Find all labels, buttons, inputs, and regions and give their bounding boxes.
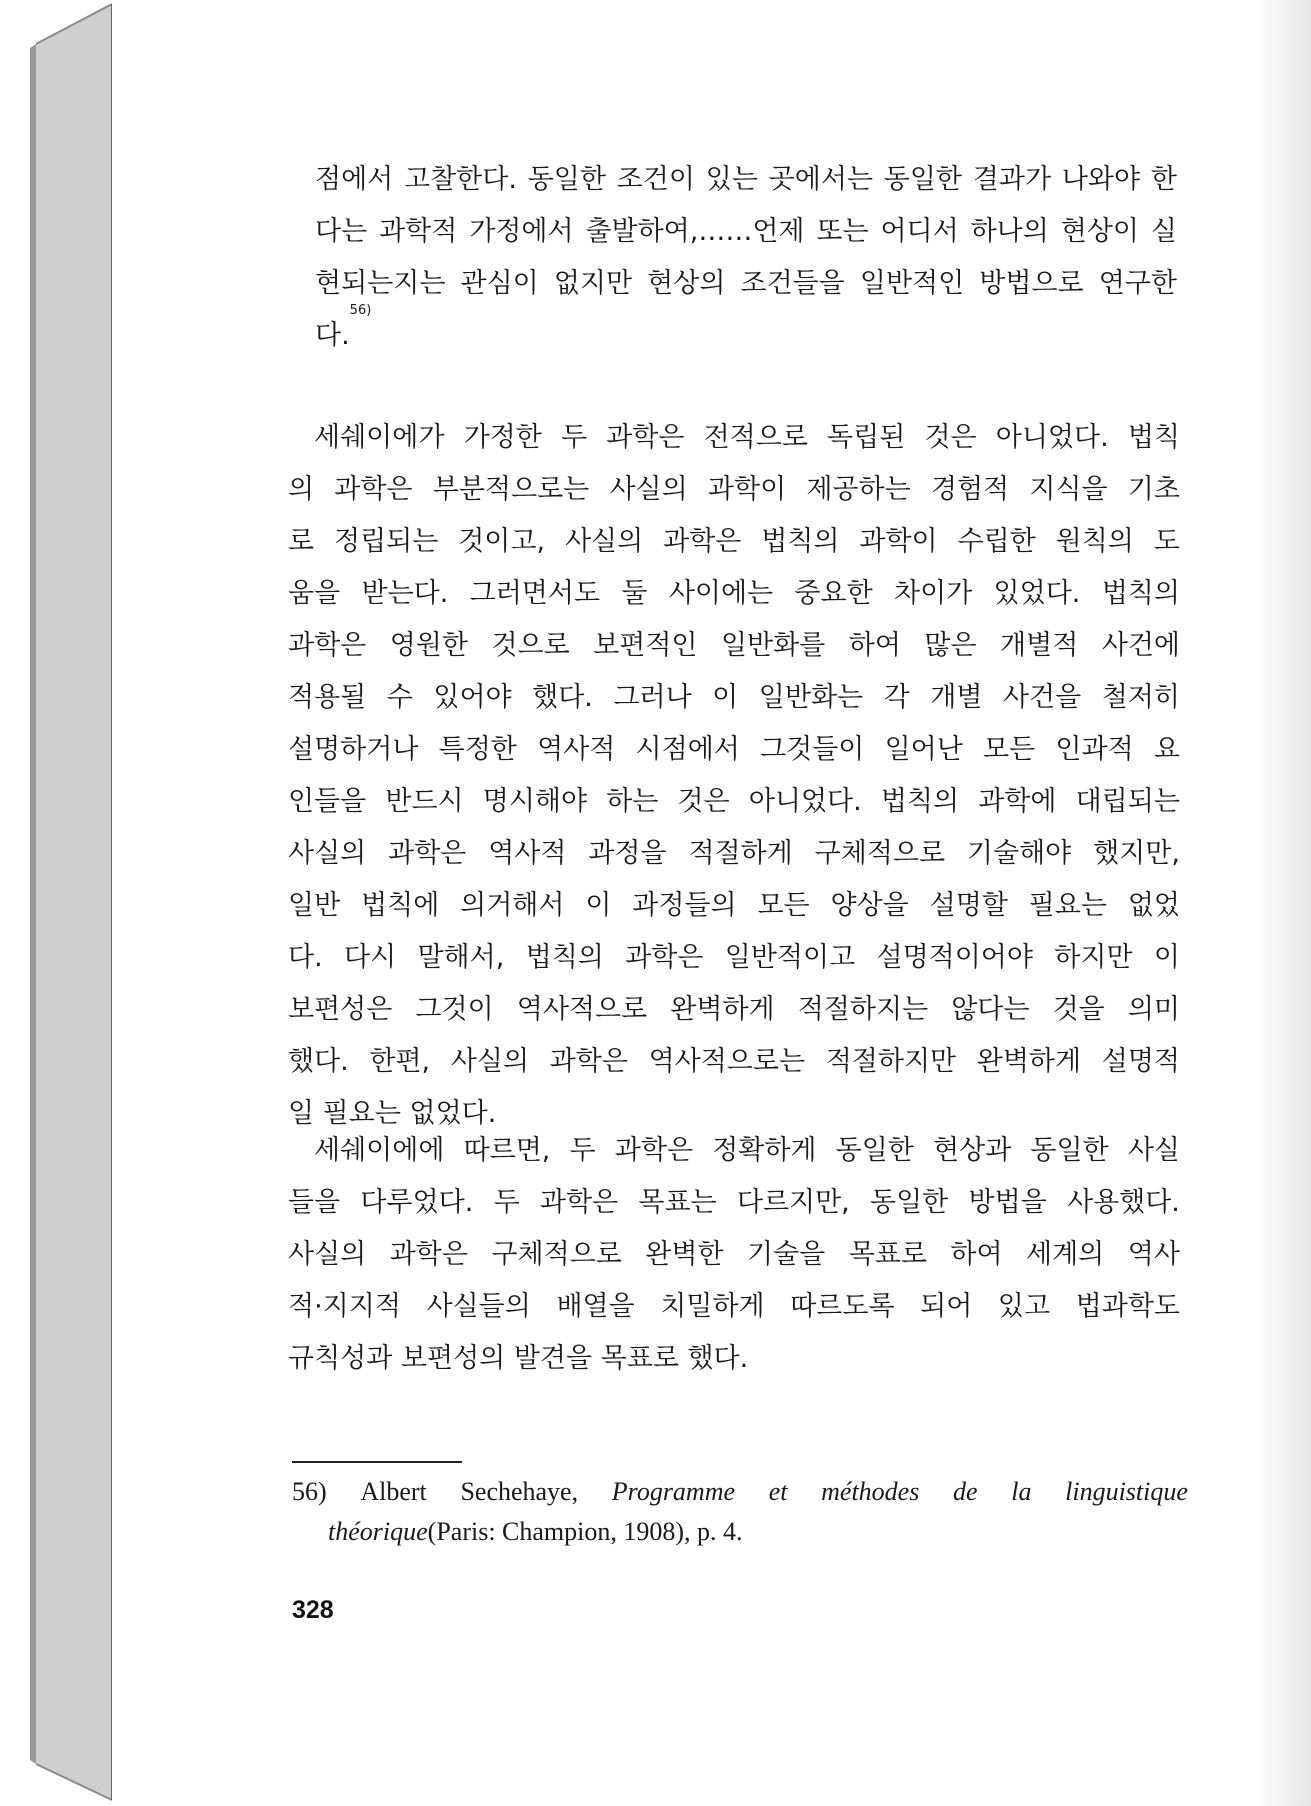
word: 있어야	[433, 682, 512, 713]
word: 했지만,	[1093, 838, 1180, 869]
word: 역사	[1127, 1239, 1180, 1270]
word: 완벽한	[645, 1239, 724, 1270]
word: 동일한	[835, 1135, 914, 1166]
word: 많은	[924, 630, 977, 661]
word: 일반적이고	[724, 942, 856, 973]
word: 고찰한다.	[404, 164, 517, 195]
word: 연구한	[1098, 268, 1177, 299]
word: 법과학도	[1075, 1291, 1180, 1322]
word: 적절하게	[688, 838, 793, 869]
footnote-line-2	[292, 1512, 1188, 1552]
word: 것이고,	[458, 526, 546, 557]
word: 다는	[315, 216, 368, 247]
footnote-author-word: Albert	[360, 1477, 427, 1506]
word: 그것들이	[760, 734, 865, 765]
word: 적용될	[288, 682, 367, 713]
word: 세쉐이에가	[314, 422, 445, 453]
word: 사실의	[450, 1046, 530, 1077]
word: 동일한	[527, 164, 606, 195]
word: 목표는	[638, 1187, 717, 1218]
word: 다르지만,	[736, 1187, 850, 1218]
footnote-title-cont: théorique	[328, 1517, 428, 1546]
paragraph-line	[288, 776, 1180, 828]
word: 과학은	[625, 942, 704, 973]
footnote-line-1	[292, 1472, 1188, 1512]
word: 둘	[621, 578, 648, 609]
footnote-title-word: Programme	[611, 1477, 736, 1506]
word: 현상이	[1060, 216, 1139, 247]
word: 두	[560, 422, 588, 453]
word: 사실의	[564, 526, 644, 557]
word: 목표로	[848, 1239, 927, 1270]
word: 일어난	[884, 734, 963, 765]
word: 인과적	[1055, 734, 1134, 765]
paragraph-line	[288, 464, 1180, 516]
word: 과학이	[859, 526, 938, 557]
word: 과학은	[606, 422, 685, 453]
word: 조건이	[616, 164, 695, 195]
word: 곳에서는	[768, 164, 873, 195]
word: 이	[1153, 942, 1180, 973]
word: 구체적으로	[814, 838, 946, 869]
word: 있었다.	[993, 578, 1081, 609]
word: 반드시	[385, 786, 464, 817]
word: 과학은	[388, 838, 467, 869]
footnote-author-word: Sechehaye,	[460, 1477, 579, 1506]
word: 대립되는	[1075, 786, 1180, 817]
word: 하여	[848, 630, 901, 661]
word: 사용했다.	[1066, 1187, 1180, 1218]
paragraph-last-line: 일 필요는 없었다.	[288, 1098, 497, 1129]
word: 역사적으로는	[648, 1046, 806, 1077]
word: 방법을	[968, 1187, 1047, 1218]
word: 중요한	[794, 578, 873, 609]
word: 설명적이어야	[876, 942, 1033, 973]
word: 세계의	[1026, 1239, 1105, 1270]
paragraph-line	[288, 984, 1180, 1036]
word: 다.	[288, 942, 323, 973]
word: 설명하거나	[288, 734, 419, 765]
word: 받는다.	[361, 578, 449, 609]
footnote-title-word: de	[953, 1477, 978, 1506]
word: 경험적	[930, 474, 1010, 505]
word: 아니었다.	[995, 422, 1109, 453]
word: 사건에	[1101, 630, 1180, 661]
page-number: 328	[292, 1596, 334, 1624]
word: 법칙에	[361, 890, 440, 921]
word: 하여	[950, 1239, 1003, 1270]
word: 과정을	[588, 838, 667, 869]
word: 보편적인	[593, 630, 698, 661]
word: 명시해야	[482, 786, 588, 817]
word: 부분적으로는	[432, 474, 590, 505]
word: 의거해서	[460, 890, 565, 921]
word: 그러나	[613, 682, 692, 713]
footnote	[292, 1472, 1188, 1552]
word: 일반	[288, 890, 341, 921]
word: 출발하여,……언제	[585, 216, 805, 247]
word: 각	[883, 682, 910, 713]
paragraph-last-line: 규칙성과 보편성의 발견을 목표로 했다.	[288, 1343, 749, 1374]
word: 사건을	[1002, 682, 1082, 713]
word: 역사적으로	[516, 994, 648, 1025]
word: 과학은	[549, 1046, 628, 1077]
word: 사실의	[288, 1239, 367, 1270]
word: 원칙의	[1055, 526, 1134, 557]
footnote-title-word: méthodes	[821, 1477, 920, 1506]
word: 일반적인	[859, 268, 965, 299]
word: 법칙의	[761, 526, 840, 557]
word: 사이에는	[668, 578, 774, 609]
footnote-publication: (Paris: Champion, 1908), p. 4.	[427, 1517, 743, 1546]
word: 조건들을	[740, 268, 845, 299]
footnote-title-word: linguistique	[1065, 1477, 1188, 1506]
word: 한	[1150, 164, 1177, 195]
word: 설명할	[929, 890, 1008, 921]
word: 독립된	[827, 422, 906, 453]
word: 개별적	[1000, 630, 1079, 661]
paragraph-line	[288, 672, 1180, 724]
paragraph-line	[288, 828, 1180, 880]
word: 두	[493, 1187, 520, 1218]
paragraph-line	[288, 880, 1180, 932]
word: 실	[1150, 216, 1177, 247]
word: 점에서	[315, 164, 394, 195]
word: 역사적	[537, 734, 616, 765]
word: 세쉐이에에	[314, 1135, 445, 1166]
word: 아니었다.	[748, 786, 862, 817]
word: 기술해야	[966, 838, 1072, 869]
word: 정립되는	[333, 526, 439, 557]
word: 적절하지만	[825, 1046, 957, 1077]
word: 보편성은	[288, 994, 393, 1025]
word: 그러면서도	[469, 578, 601, 609]
paragraph-line	[288, 1125, 1180, 1177]
word: 사실의	[609, 474, 688, 505]
quote-line	[315, 258, 1177, 310]
word: 없지만	[553, 268, 633, 299]
word: 다시	[343, 942, 397, 973]
word: 일반화를	[720, 630, 826, 661]
word: 제공하는	[806, 474, 911, 505]
word: 결과가	[972, 164, 1052, 195]
word: 것은	[924, 422, 977, 453]
word: 과정들의	[632, 890, 737, 921]
word: 모든	[757, 890, 810, 921]
word: 인들을	[288, 786, 367, 817]
word: 따르도록	[790, 1291, 895, 1322]
word: 말해서,	[417, 942, 505, 973]
word: 설명적	[1101, 1046, 1180, 1077]
paragraph-line	[288, 724, 1180, 776]
block-quote	[315, 154, 1177, 362]
word: 수	[386, 682, 413, 713]
word: 의	[288, 474, 315, 505]
word: 치밀하게	[660, 1291, 765, 1322]
word: 차이가	[893, 578, 973, 609]
word: 또는	[816, 216, 869, 247]
page-edge-shadow	[1255, 0, 1311, 1806]
word: 사실들의	[426, 1291, 531, 1322]
footnote-reference: 56)	[349, 303, 372, 318]
paragraph-2	[288, 1125, 1180, 1385]
word: 않다는	[951, 994, 1030, 1025]
word: 했다.	[532, 682, 593, 713]
quote-line	[315, 154, 1177, 206]
word: 나와야	[1061, 164, 1141, 195]
word: 정확하게	[712, 1135, 817, 1166]
word: 과학은	[288, 630, 367, 661]
word: 과학은	[614, 1135, 694, 1166]
paragraph-line	[288, 932, 1180, 984]
word: 배열을	[556, 1291, 635, 1322]
word: 다루었다.	[360, 1187, 474, 1218]
quote-line	[315, 206, 1177, 258]
word: 개별	[930, 682, 983, 713]
word: 양상을	[830, 890, 909, 921]
paragraph-line	[288, 516, 1180, 568]
word: 법칙의	[525, 942, 604, 973]
word: 현상의	[647, 268, 726, 299]
word: 과학은	[389, 1239, 468, 1270]
word: 사실의	[288, 838, 367, 869]
word: 가정한	[463, 422, 542, 453]
word: 필요는	[1028, 890, 1107, 921]
word: 있고	[997, 1291, 1051, 1322]
word: 그것이	[415, 994, 494, 1025]
word: 움을	[288, 578, 341, 609]
word: 따르면,	[463, 1135, 551, 1166]
word: 과학은	[539, 1187, 619, 1218]
word: 과학은	[663, 526, 742, 557]
word: 방법으로	[979, 268, 1084, 299]
word: 없었	[1127, 890, 1180, 921]
word: 과학에	[978, 786, 1057, 817]
paragraph-1	[288, 412, 1180, 1140]
word: 것은	[677, 786, 730, 817]
paragraph-line	[288, 1281, 1180, 1333]
word: 가정에서	[469, 216, 574, 247]
word: 철저히	[1101, 682, 1180, 713]
word: 관심이	[460, 268, 539, 299]
word: 수립한	[957, 526, 1036, 557]
word: 과학은	[334, 474, 413, 505]
word: 하지만	[1054, 942, 1133, 973]
word: 어디서	[880, 216, 959, 247]
word: 모든	[983, 734, 1036, 765]
word: 완벽하게	[670, 994, 775, 1025]
word: 시점에서	[635, 734, 740, 765]
word: 법칙	[1127, 422, 1180, 453]
word: 과학적	[379, 216, 458, 247]
word: 영원한	[389, 630, 468, 661]
book-spine-edge	[0, 0, 120, 1806]
footnote-divider	[292, 1461, 462, 1463]
footnote-number: 56)	[292, 1477, 327, 1506]
word: 이	[712, 682, 739, 713]
word: 동일한	[1030, 1135, 1109, 1166]
word: 현되는지는	[315, 268, 446, 299]
word: 과학이	[707, 474, 787, 505]
word: 요	[1153, 734, 1180, 765]
word: 동일한	[870, 1187, 949, 1218]
word: 완벽하게	[976, 1046, 1082, 1077]
word: 기초	[1127, 474, 1180, 505]
word: 지식을	[1029, 474, 1108, 505]
word: 현상과	[933, 1135, 1012, 1166]
word: 일반화는	[758, 682, 864, 713]
word: 법칙의	[880, 786, 960, 817]
word: 한편,	[369, 1046, 431, 1077]
word: 들을	[288, 1187, 341, 1218]
paragraph-line	[288, 412, 1180, 464]
word: 했다.	[288, 1046, 349, 1077]
paragraph-line	[288, 1229, 1180, 1281]
word: 전적으로	[703, 422, 808, 453]
word: 로	[288, 526, 315, 557]
word: 의미	[1127, 994, 1180, 1025]
footnote-title-word: et	[768, 1477, 788, 1506]
word: 것을	[1052, 994, 1105, 1025]
word: 기술을	[746, 1239, 826, 1270]
footnote-title-word: la	[1011, 1477, 1032, 1506]
word: 것으로	[491, 630, 570, 661]
word: 되어	[920, 1291, 973, 1322]
word: 적·지지적	[288, 1291, 401, 1322]
word: 동일한	[883, 164, 963, 195]
word: 법칙의	[1101, 578, 1180, 609]
quote-last-line	[315, 303, 1177, 362]
word: 사실	[1127, 1135, 1180, 1166]
paragraph-line	[288, 568, 1180, 620]
word: 구체적으로	[491, 1239, 622, 1270]
paragraph-line	[288, 1177, 1180, 1229]
word: 역사적	[488, 838, 567, 869]
word: 적절하지는	[797, 994, 929, 1025]
word: 있는	[705, 164, 758, 195]
word: 이	[585, 890, 612, 921]
paragraph-line	[288, 620, 1180, 672]
paragraph-line	[288, 1036, 1180, 1088]
quote-last-text: 다.	[315, 320, 350, 351]
word: 하나의	[970, 216, 1049, 247]
word: 특정한	[438, 734, 517, 765]
word: 두	[569, 1135, 596, 1166]
word: 도	[1153, 526, 1180, 557]
word: 하는	[606, 786, 659, 817]
